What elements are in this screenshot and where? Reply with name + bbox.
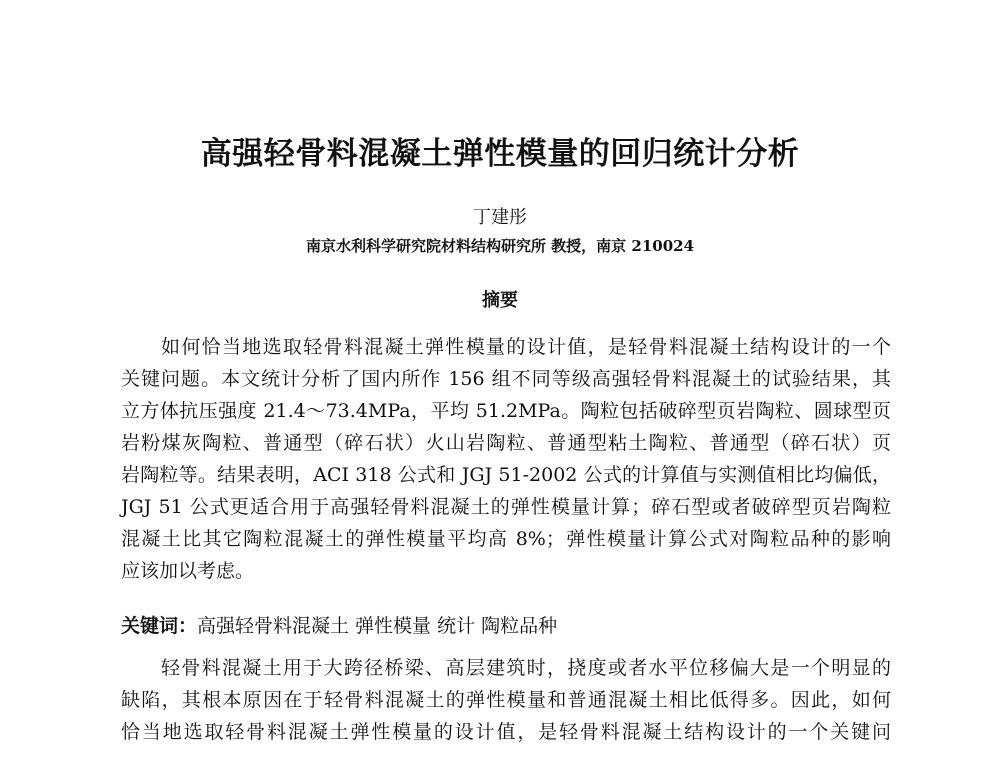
abstract-line: JGJ 51 公式更适合用于高强轻骨料混凝土的弹性模量计算；碎石型或者破碎型页岩陶粒: [121, 496, 891, 518]
abstract-line: 立方体抗压强度 21.4～73.4MPa，平均 51.2MPa。陶粒包括破碎型页岩陶粒、圆球型页: [121, 400, 891, 422]
abstract-line: 应该加以考虑。: [121, 560, 255, 582]
paper-title: 高强轻骨料混凝土弹性模量的回归统计分析: [200, 136, 800, 172]
abstract-line: 关键问题。本文统计分析了国内所作 156 组不同等级高强轻骨料混凝土的试验结果，其: [121, 368, 891, 390]
abstract-line: 混凝土比其它陶粒混凝土的弹性模量平均高 8%；弹性模量计算公式对陶粒品种的影响: [121, 528, 891, 550]
abstract-line: 岩粉煤灰陶粒、普通型（碎石状）火山岩陶粒、普通型粘土陶粒、普通型（碎石状）页: [121, 432, 891, 454]
abstract-line: 岩陶粒等。结果表明，ACI 318 公式和 JGJ 51-2002 公式的计算值与实测值相比均偏低，: [121, 464, 891, 486]
body-line: 缺陷，其根本原因在于轻骨料混凝土的弹性模量和普通混凝土相比低得多。因此，如何: [121, 689, 891, 711]
keywords-text: 高强轻骨料混凝土 弹性模量 统计 陶粒品种: [197, 615, 558, 637]
body-line: 轻骨料混凝土用于大跨径桥梁、高层建筑时，挠度或者水平位移偏大是一个明显的: [161, 657, 891, 679]
body-line: 恰当地选取轻骨料混凝土弹性模量的设计值，是轻骨料混凝土结构设计的一个关键问: [121, 721, 891, 743]
abstract-heading: 摘要: [482, 290, 518, 311]
author-name: 丁建彤: [473, 207, 527, 228]
keywords-line: [121, 612, 891, 640]
keywords-label: 关键词：: [121, 615, 198, 637]
author-affiliation: 南京水利科学研究院材料结构研究所 教授，南京 210024: [305, 237, 695, 255]
abstract-line: 如何恰当地选取轻骨料混凝土弹性模量的设计值，是轻骨料混凝土结构设计的一个: [161, 336, 891, 358]
